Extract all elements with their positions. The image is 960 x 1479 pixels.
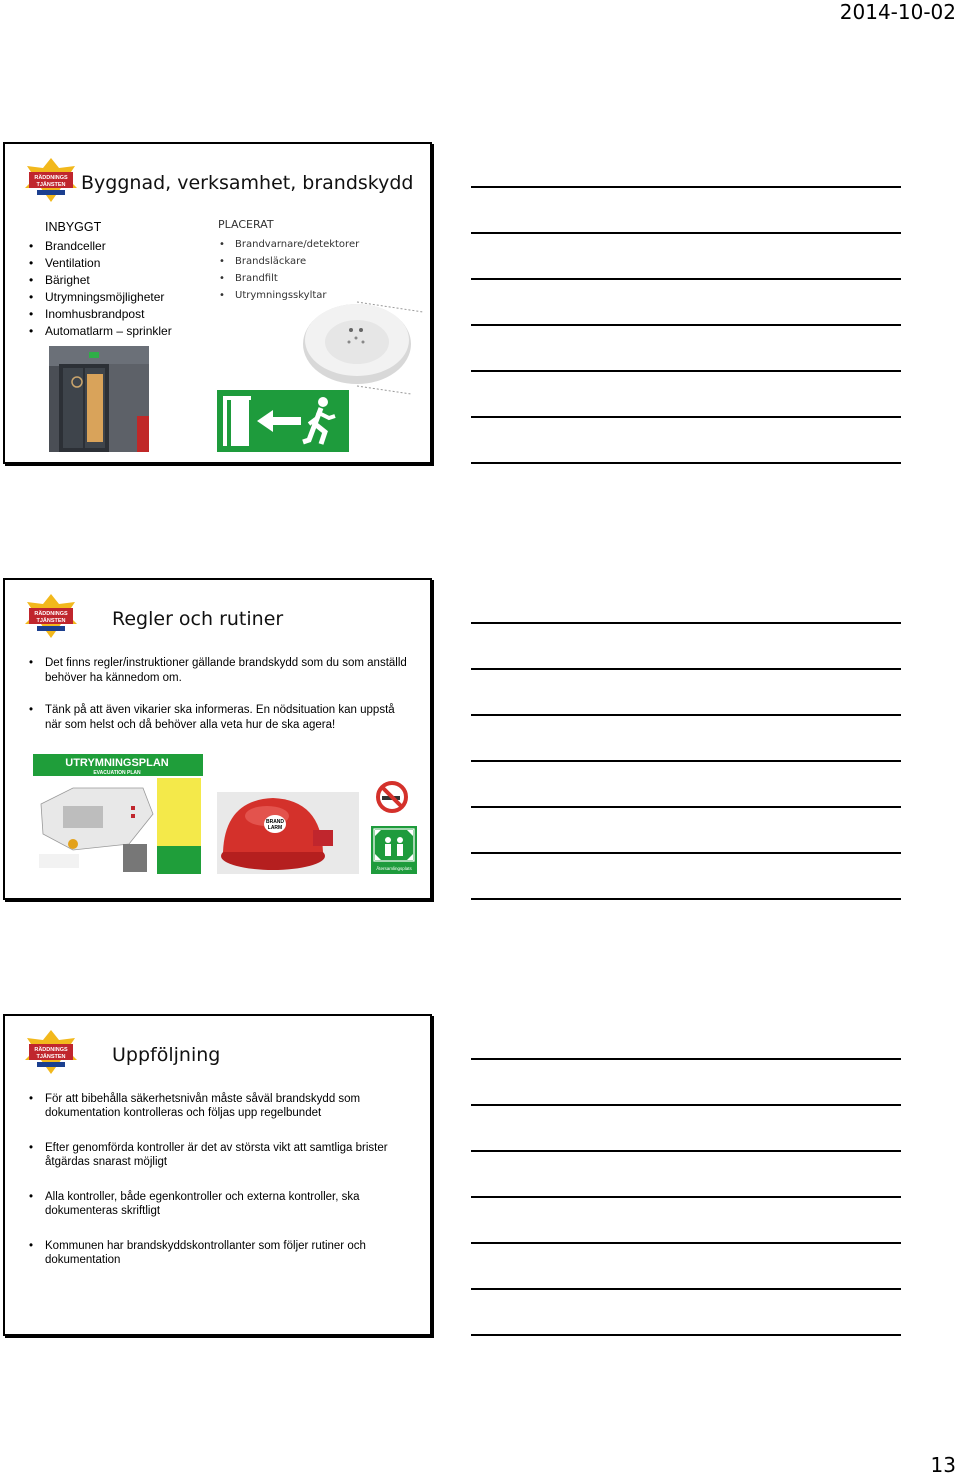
slide-title: Regler och rutiner (112, 608, 284, 630)
svg-text:UTRYMNINGSPLAN: UTRYMNINGSPLAN (65, 757, 169, 769)
svg-text:EVACUATION PLAN: EVACUATION PLAN (93, 770, 141, 776)
notes-lines (471, 186, 901, 508)
list-item: • Ventilation (27, 255, 172, 272)
list-item: • Brandsläckare (217, 253, 359, 270)
list-item: • Brandvarnare/detektorer (217, 236, 359, 253)
list-item: • Efter genomförda kontroller är det av största vikt att samtliga brister åtgärdas snarast möjligt (27, 1141, 407, 1169)
list-item: • Bärighet (27, 272, 172, 289)
exit-sign-icon (217, 390, 349, 452)
notes-lines (471, 1058, 901, 1380)
svg-text:Återsamlingsplats: Återsamlingsplats (376, 866, 412, 871)
slide-title: Uppföljning (112, 1044, 221, 1066)
svg-text:LARM: LARM (267, 825, 283, 831)
svg-text:RÄDDNINGS: RÄDDNINGS (34, 611, 68, 617)
fire-door-photo (49, 346, 149, 452)
page-date: 2014-10-02 (839, 0, 956, 24)
list-item: • Brandceller (27, 238, 172, 255)
uppfoljning-list (27, 1092, 407, 1267)
smoke-detector-photo (301, 296, 425, 404)
raddningstjansten-logo-icon (23, 158, 79, 202)
list-item: • Brandfilt (217, 270, 359, 287)
svg-text:RÄDDNINGS: RÄDDNINGS (34, 175, 68, 181)
svg-text:TJÄNSTEN: TJÄNSTEN (36, 182, 66, 188)
svg-text:RÄDDNINGS: RÄDDNINGS (34, 1047, 68, 1053)
svg-text:TJÄNSTEN: TJÄNSTEN (36, 1054, 66, 1060)
no-smoking-icon (375, 780, 409, 814)
raddningstjansten-logo-icon (23, 594, 79, 638)
assembly-point-icon (371, 826, 417, 874)
list-item: • För att bibehålla säkerhetsnivån måste såväl brandskydd som dokumentation kontrolleras och följas upp regelbundet (27, 1092, 407, 1120)
fire-alarm-bell-photo (217, 792, 359, 874)
page-number: 13 (930, 1453, 956, 1477)
svg-text:TJÄNSTEN: TJÄNSTEN (36, 618, 66, 624)
slide-regler (3, 578, 432, 900)
list-item: • Automatlarm – sprinkler (27, 323, 172, 340)
inbyggt-heading: INBYGGT (45, 220, 102, 234)
notes-lines (471, 622, 901, 944)
list-item: • Kommunen har brandskyddskontrollanter som följer rutiner och dokumentation (27, 1239, 407, 1267)
slide-uppfoljning (3, 1014, 432, 1336)
list-item: • Det finns regler/instruktioner gällande brandskydd som du som anställd behöver ha kännedom om. (27, 656, 407, 686)
slide-byggnad (3, 142, 432, 464)
raddningstjansten-logo-icon (23, 1030, 79, 1074)
placerat-list (217, 236, 359, 304)
list-item: • Tänk på att även vikarier ska informeras. En nödsituation kan uppstå när som helst och då behöver alla veta hur de ska agera! (27, 703, 407, 733)
list-item: • Alla kontroller, både egenkontroller och externa kontroller, ska dokumenteras skriftligt (27, 1190, 407, 1218)
evacuation-plan-image (33, 754, 203, 874)
regler-list (27, 656, 407, 733)
inbyggt-list (27, 238, 172, 340)
list-item: • Utrymningsskyltar (217, 287, 359, 304)
placerat-heading: PLACERAT (218, 218, 274, 231)
list-item: • Inomhusbrandpost (27, 306, 172, 323)
svg-text:BRAND: BRAND (265, 819, 285, 825)
list-item: • Utrymningsmöjligheter (27, 289, 172, 306)
slide-title: Byggnad, verksamhet, brandskydd (81, 172, 414, 194)
